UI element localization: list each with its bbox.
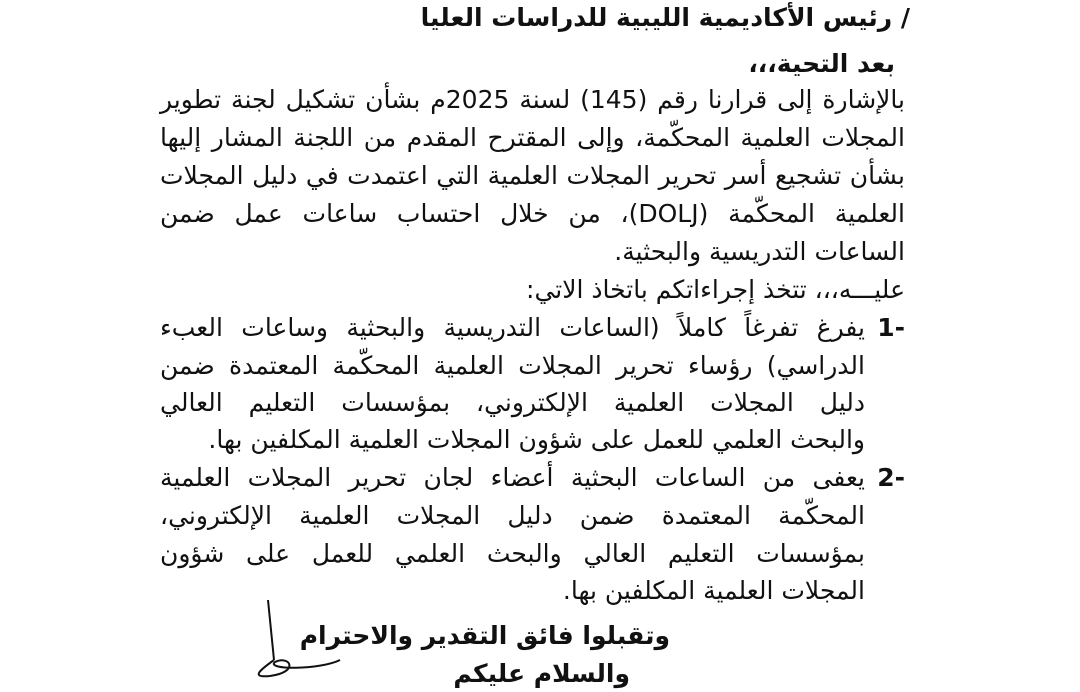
action-intro: عليـــه،،، تتخذ إجراءاتكم باتخاذ الاتي: bbox=[526, 275, 905, 304]
item-line: دليل المجلات العلمية الإلكتروني، بمؤسسات التعليم العالي bbox=[160, 388, 865, 417]
item-number: -1 bbox=[877, 313, 905, 342]
item-line: يعفى من الساعات البحثية أعضاء لجان تحرير المجلات العلمية bbox=[160, 463, 865, 492]
intro-line: الساعات التدريسية والبحثية. bbox=[614, 237, 905, 266]
intro-line: العلمية المحكّمة (DOLJ)، من خلال احتساب ساعات عمل ضمن bbox=[160, 199, 905, 228]
addressee: / رئيس الأكاديمية الليبية للدراسات العليا bbox=[420, 3, 910, 32]
salutation: والسلام عليكم bbox=[453, 659, 630, 688]
item-line: والبحث العلمي للعمل على شؤون المجلات العلمية المكلفين بها. bbox=[208, 425, 865, 454]
item-line: الدراسي) رؤساء تحرير المجلات العلمية المحكّمة المعتمدة ضمن bbox=[160, 351, 865, 380]
intro-line: بالإشارة إلى قرارنا رقم (145) لسنة 2025م بشأن تشكيل لجنة تطوير bbox=[160, 85, 905, 114]
item-line: بمؤسسات التعليم العالي والبحث العلمي للعمل على شؤون bbox=[160, 539, 865, 568]
closing: وتقبلوا فائق التقدير والاحترام bbox=[299, 621, 670, 650]
item-line: يفرغ تفرغاً كاملاً (الساعات التدريسية والبحثية وساعات العبء bbox=[160, 313, 865, 342]
intro-line: المجلات العلمية المحكّمة، وإلى المقترح المقدم من اللجنة المشار إليها bbox=[160, 123, 905, 152]
intro-line: بشأن تشجيع أسر تحرير المجلات العلمية التي اعتمدت في دليل المجلات bbox=[160, 161, 905, 190]
item-line: المجلات العلمية المكلفين بها. bbox=[562, 576, 865, 605]
signature-icon bbox=[230, 600, 360, 680]
item-line: المحكّمة المعتمدة ضمن دليل المجلات العلمية الإلكتروني، bbox=[160, 501, 865, 530]
greeting: بعد التحية،،، bbox=[748, 49, 895, 78]
item-number: -2 bbox=[877, 463, 905, 492]
